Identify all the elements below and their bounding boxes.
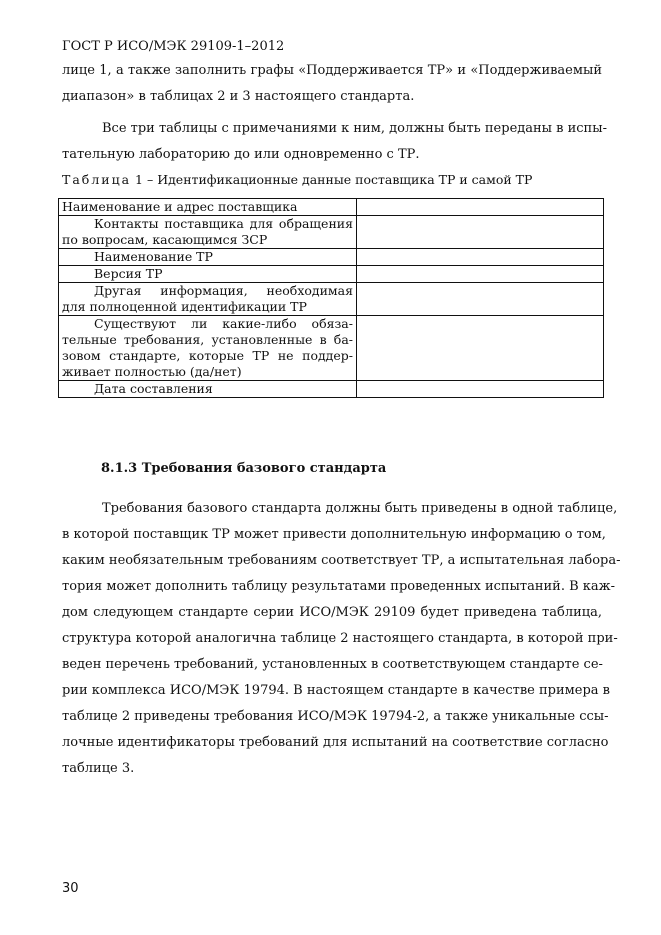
table-row bbox=[59, 216, 604, 249]
row-label-line: Наименование ТР bbox=[94, 249, 213, 264]
body-line: рии комплекса ИСО/МЭК 19794. В настоящем стандарте в качестве примера в bbox=[62, 683, 610, 698]
row-label-cell bbox=[59, 381, 357, 398]
table-row bbox=[59, 199, 604, 216]
row-label-cell bbox=[59, 266, 357, 283]
row-value-cell bbox=[357, 316, 604, 381]
base-standard-paragraph bbox=[62, 496, 621, 782]
table-row bbox=[59, 249, 604, 266]
page-number: 30 bbox=[62, 881, 79, 896]
body-line: каким необязательным требованиям соответствует ТР, а испытательная лабора- bbox=[62, 553, 621, 568]
table-row bbox=[59, 316, 604, 381]
transfer-paragraph bbox=[62, 116, 607, 168]
identification-table bbox=[58, 198, 604, 398]
identification-table-body bbox=[59, 199, 604, 398]
table-row bbox=[59, 266, 604, 283]
intro-paragraph bbox=[62, 58, 602, 110]
row-label-cell bbox=[59, 199, 357, 216]
body-line: таблице 3. bbox=[62, 761, 135, 776]
body-line: дом следующем стандарте серии ИСО/МЭК 29109 будет приведена таблица, bbox=[62, 605, 602, 620]
row-value-cell bbox=[357, 381, 604, 398]
row-label-line: тельные требования, установленные в ба- bbox=[62, 332, 353, 347]
row-label-line: Другая информация, необходимая bbox=[94, 283, 353, 298]
table-caption-prefix: Таблица bbox=[62, 172, 132, 187]
row-label-line: для полноценной идентификации ТР bbox=[62, 299, 307, 314]
row-label-line: зовом стандарте, которые ТР не поддер- bbox=[62, 348, 353, 363]
row-label-line: Контакты поставщика для обращения bbox=[94, 216, 353, 231]
row-label-line: Дата составления bbox=[94, 381, 213, 396]
transfer-line: Все три таблицы с примечаниями к ним, должны быть переданы в испы- bbox=[102, 121, 607, 136]
row-label-cell bbox=[59, 216, 357, 249]
row-value-cell bbox=[357, 283, 604, 316]
table-row bbox=[59, 283, 604, 316]
table-caption bbox=[62, 172, 532, 187]
row-label-line: по вопросам, касающимся ЗСР bbox=[62, 232, 268, 247]
row-value-cell bbox=[357, 266, 604, 283]
body-line: веден перечень требований, установленных в соответствующем стандарте се- bbox=[62, 657, 603, 672]
row-label-line: Существуют ли какие-либо обяза- bbox=[94, 316, 353, 331]
intro-line: диапазон» в таблицах 2 и 3 настоящего стандарта. bbox=[62, 89, 415, 104]
body-line: структура которой аналогична таблице 2 настоящего стандарта, в которой при- bbox=[62, 631, 618, 646]
row-value-cell bbox=[357, 199, 604, 216]
row-label-line: Наименование и адрес поставщика bbox=[62, 199, 298, 214]
table-row bbox=[59, 381, 604, 398]
body-line: таблице 2 приведены требования ИСО/МЭК 19794-2, а также уникальные ссы- bbox=[62, 709, 609, 724]
intro-line: лице 1, а также заполнить графы «Поддерживается ТР» и «Поддерживаемый bbox=[62, 63, 602, 78]
body-line: Требования базового стандарта должны быть приведены в одной таблице, bbox=[102, 501, 618, 516]
transfer-line: тательную лабораторию до или одновременно с ТР. bbox=[62, 147, 420, 162]
body-line: в которой поставщик ТР может привести дополнительную информацию о том, bbox=[62, 527, 606, 542]
row-value-cell bbox=[357, 249, 604, 266]
row-label-cell bbox=[59, 316, 357, 381]
row-label-cell bbox=[59, 249, 357, 266]
table-caption-text: 1 – Идентификационные данные поставщика ТР и самой ТР bbox=[131, 172, 533, 187]
section-heading: 8.1.3 Требования базового стандарта bbox=[101, 461, 387, 476]
document-header: ГОСТ Р ИСО/МЭК 29109-1–2012 bbox=[62, 39, 285, 54]
row-value-cell bbox=[357, 216, 604, 249]
row-label-line: Версия ТР bbox=[94, 266, 163, 281]
row-label-cell bbox=[59, 283, 357, 316]
body-line: лочные идентификаторы требований для испытаний на соответствие согласно bbox=[62, 735, 609, 750]
body-line: тория может дополнить таблицу результатами проведенных испытаний. В каж- bbox=[62, 579, 616, 594]
row-label-line: живает полностью (да/нет) bbox=[62, 364, 242, 379]
